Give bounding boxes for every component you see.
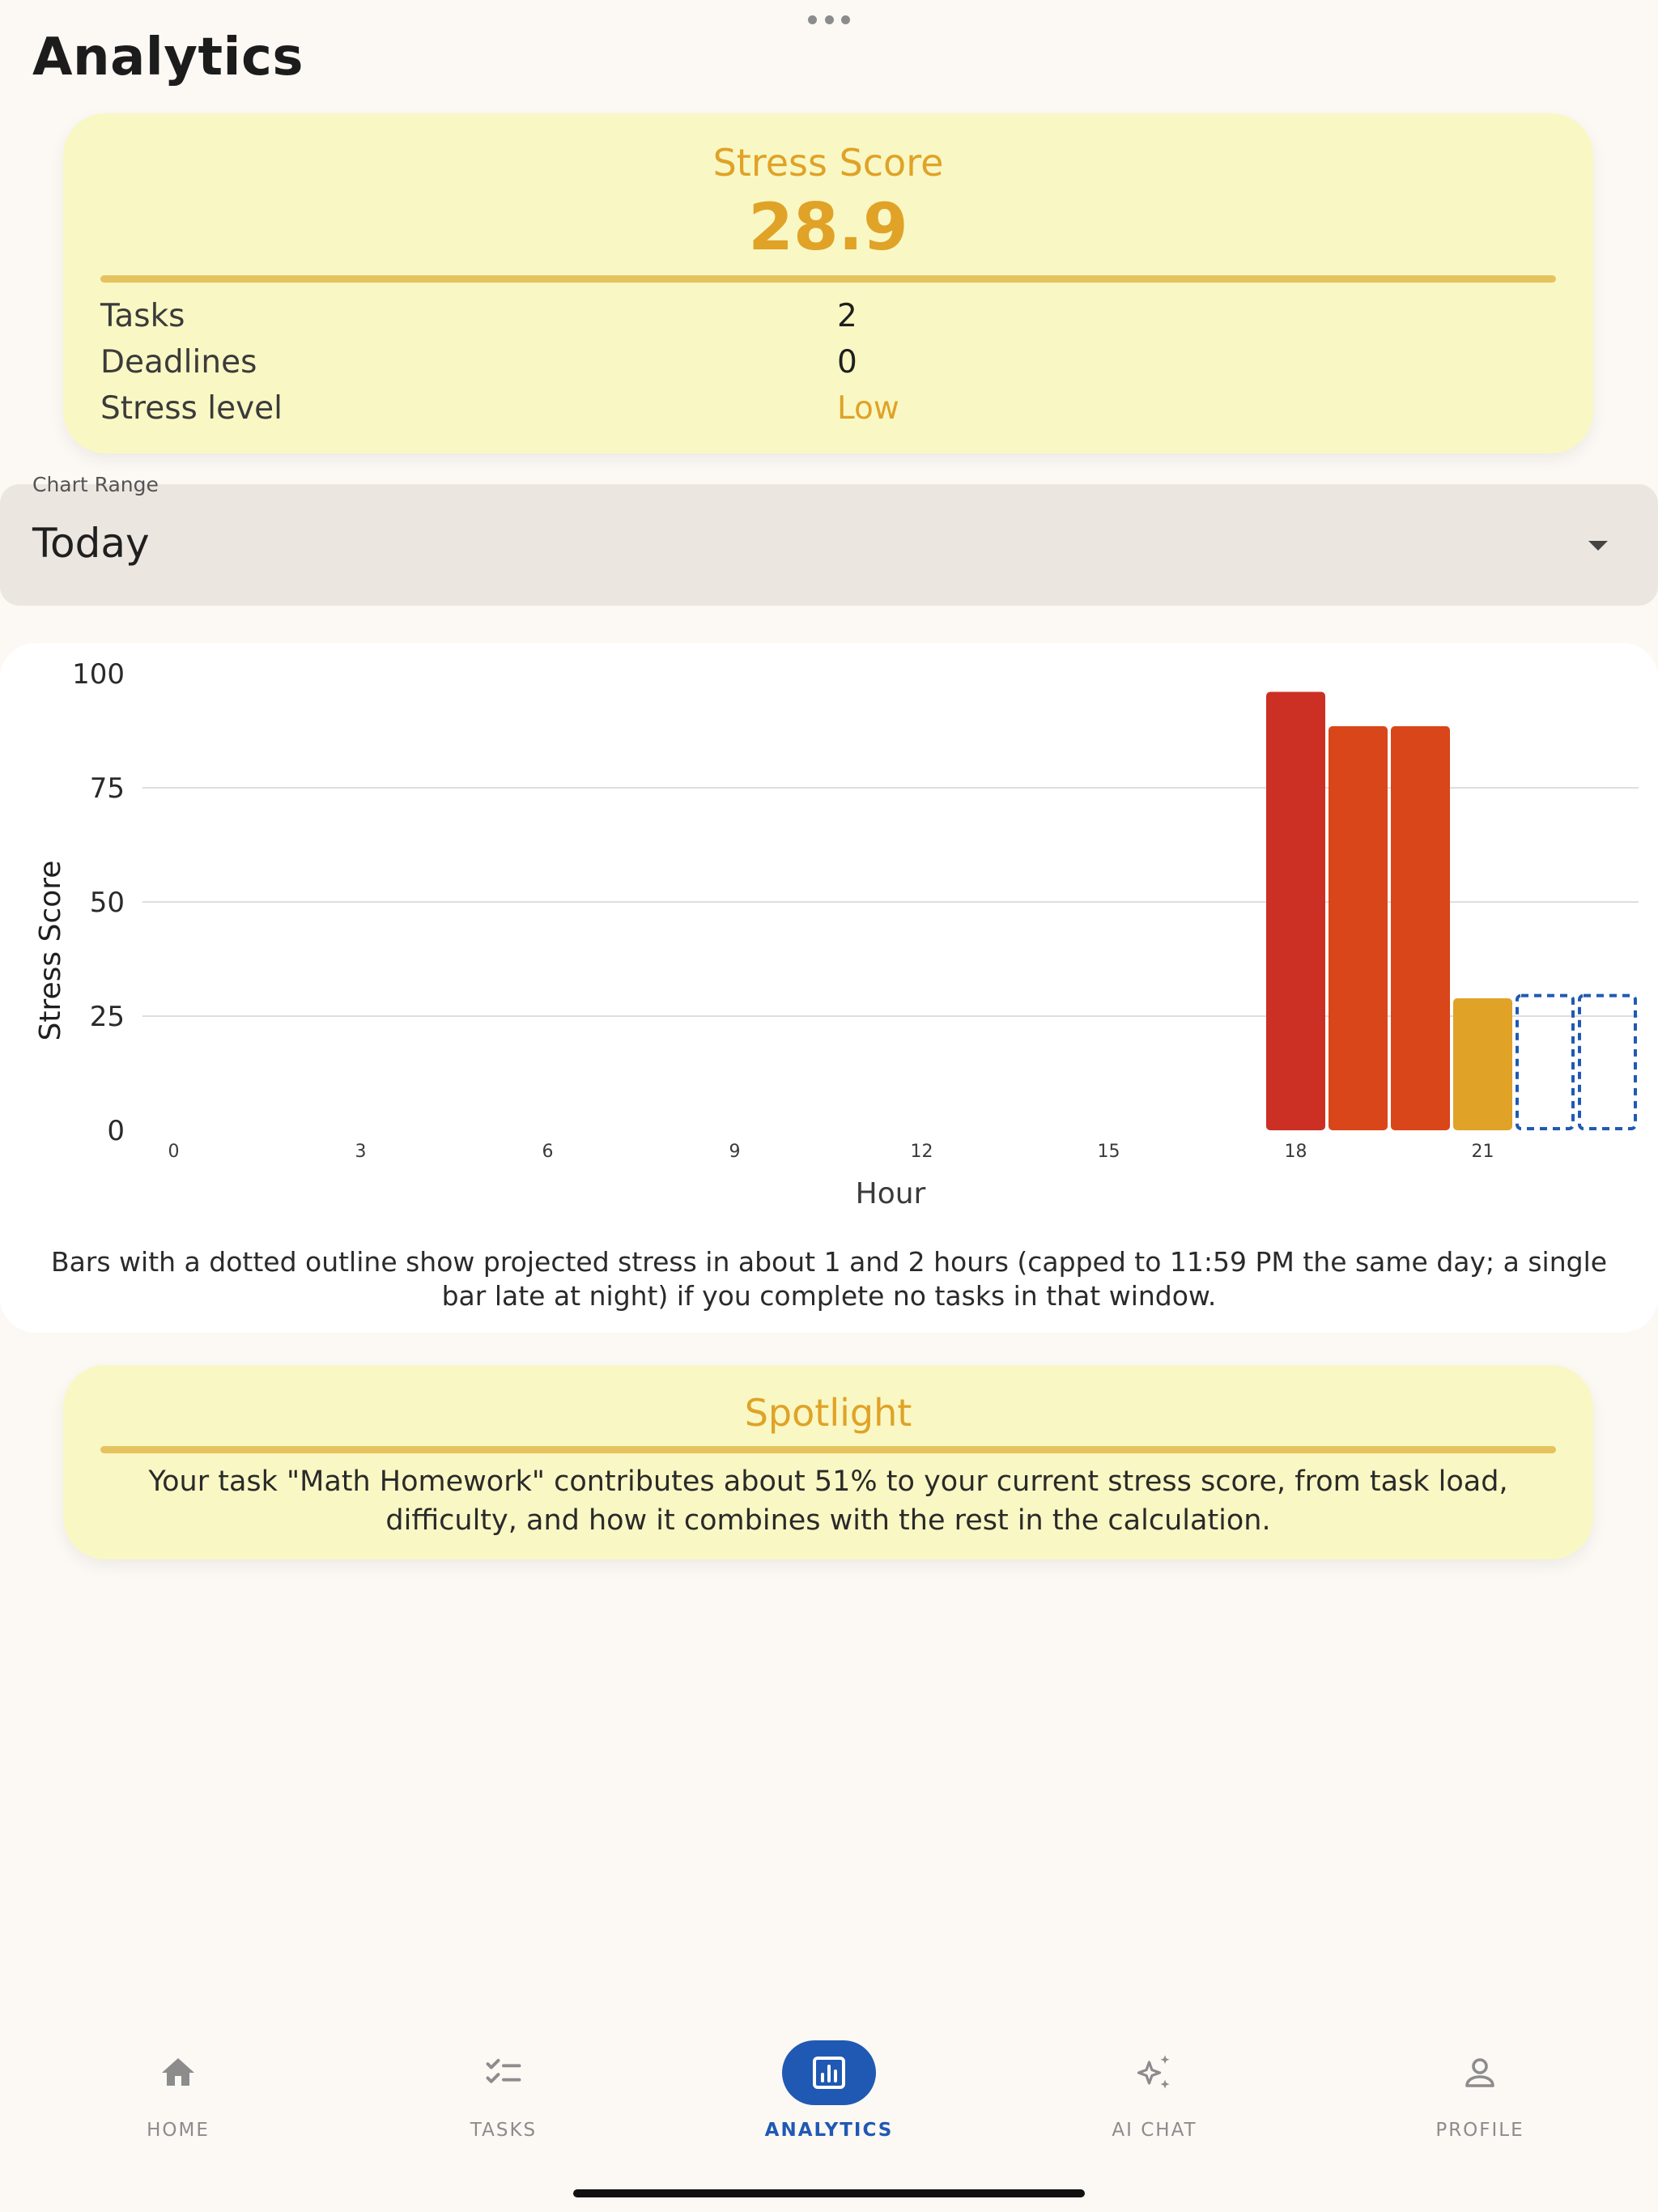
nav-item-ai-chat[interactable] xyxy=(1033,2024,1276,2154)
stat-row-stress-level xyxy=(100,390,1556,432)
stat-row-tasks xyxy=(100,298,1556,340)
nav-label: ANALYTICS xyxy=(764,2120,894,2141)
stress-score-card xyxy=(63,113,1593,453)
y-tick-label: 0 xyxy=(107,1115,125,1147)
x-tick-label: 9 xyxy=(729,1142,741,1162)
stat-value: 2 xyxy=(837,298,857,334)
nav-item-home[interactable] xyxy=(57,2024,300,2154)
page-title: Analytics xyxy=(32,28,304,87)
stress-score-label: Stress Score xyxy=(712,141,944,185)
x-tick-label: 12 xyxy=(910,1142,933,1162)
more-options-icon[interactable] xyxy=(808,11,850,28)
bar xyxy=(1391,726,1450,1130)
stress-bar-chart xyxy=(0,643,1658,1242)
tasks-icon xyxy=(483,2052,525,2094)
x-tick-label: 0 xyxy=(168,1142,180,1162)
chart-range-value: Today xyxy=(32,520,150,567)
stat-name: Deadlines xyxy=(100,344,257,381)
y-tick-label: 100 xyxy=(72,658,125,691)
stat-name: Stress level xyxy=(100,390,283,427)
stress-level-value: Low xyxy=(837,390,899,427)
x-tick-label: 18 xyxy=(1284,1142,1307,1162)
y-tick-label: 50 xyxy=(89,887,125,919)
chart-note: Bars with a dotted outline show projected stress in about 1 and 2 hours (capped to 11:59 PM the same day; a single bar late at night) if you complete no tasks in that window. xyxy=(50,1246,1608,1312)
x-tick-label: 3 xyxy=(355,1142,367,1162)
bar xyxy=(1329,726,1388,1130)
home-icon xyxy=(159,2053,198,2092)
nav-label: HOME xyxy=(147,2120,210,2141)
bar xyxy=(1453,998,1512,1130)
chart-range-label: Chart Range xyxy=(32,473,159,496)
y-tick-label: 25 xyxy=(89,1001,125,1033)
stat-row-deadlines xyxy=(100,344,1556,386)
nav-label: AI CHAT xyxy=(1112,2120,1197,2141)
bottom-navigation xyxy=(0,2024,1658,2212)
stress-divider xyxy=(100,275,1556,283)
spotlight-title: Spotlight xyxy=(744,1391,912,1435)
y-axis-title: Stress Score xyxy=(34,860,67,1041)
home-indicator xyxy=(573,2189,1085,2197)
chart-card xyxy=(0,643,1658,1333)
x-axis-title: Hour xyxy=(855,1177,926,1210)
stat-name: Tasks xyxy=(100,298,185,334)
spotlight-card xyxy=(63,1365,1593,1559)
person-icon xyxy=(1460,2053,1499,2092)
y-tick-label: 75 xyxy=(89,772,125,805)
x-tick-label: 6 xyxy=(542,1142,554,1162)
nav-label: PROFILE xyxy=(1435,2120,1524,2141)
nav-item-tasks[interactable] xyxy=(382,2024,625,2154)
x-tick-label: 21 xyxy=(1471,1142,1494,1162)
analytics-icon xyxy=(810,2053,848,2092)
spotlight-text: Your task "Math Homework" contributes about 51% to your current stress score, from task load, difficulty, and how it combines with the rest in the calculation. xyxy=(148,1465,1508,1537)
dropdown-arrow-icon xyxy=(1588,541,1608,551)
stat-value: 0 xyxy=(837,344,857,381)
nav-item-profile[interactable] xyxy=(1358,2024,1601,2154)
nav-label: TASKS xyxy=(470,2120,538,2141)
x-tick-label: 15 xyxy=(1097,1142,1120,1162)
chart-range-dropdown[interactable] xyxy=(0,484,1658,606)
sparkle-icon xyxy=(1133,2052,1175,2094)
nav-item-analytics[interactable] xyxy=(708,2024,950,2154)
stress-score-value: 28.9 xyxy=(748,189,908,265)
bar xyxy=(1266,692,1325,1130)
spotlight-divider xyxy=(100,1446,1556,1453)
